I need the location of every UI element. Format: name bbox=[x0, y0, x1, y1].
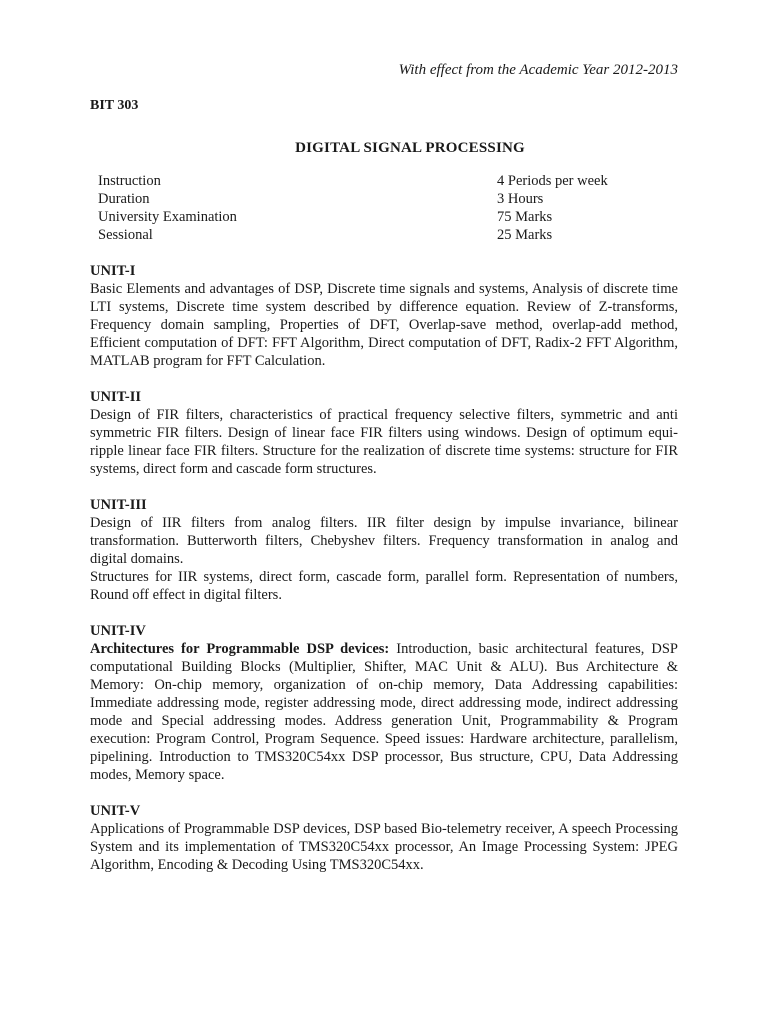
unit-title: UNIT-IV bbox=[90, 623, 146, 639]
details-label: Instruction bbox=[98, 173, 161, 189]
details-row bbox=[98, 208, 658, 226]
unit-title: UNIT-I bbox=[90, 263, 136, 279]
details-value: 75 Marks bbox=[497, 209, 553, 225]
unit-text: Introduction, basic architectural features, DSP computational Building Blocks (Multiplier, Shifter, MAC Unit & ALU). Bus Architecture & Memory: On-chip memory, organization of on-chip memory, Data Addressing capabilities: Immediate addressing mode, register addressing mode, direct addressing mode, indirect addressing mode and Special addressing modes. Address generation Unit, Programmability & Program execution: Program Control, Program Sequence. Speed issues: Hardware architecture, parallelism, pipelining. Introduction to TMS320C54xx DSP processor, Bus structure, CPU, Data Addressing modes, Memory space. bbox=[90, 641, 678, 783]
unit-4 bbox=[90, 622, 678, 784]
unit-text: Basic Elements and advantages of DSP, Discrete time signals and systems, Analysis of discrete time LTI systems, Discrete time system described by difference equation. Review of Z-transforms, Frequency domain sampling, Properties of DFT, Overlap-save method, overlap-add method, Efficient computation of DFT: FFT Algorithm, Direct computation of DFT, Radix-2 FFT Algorithm, MATLAB program for FFT Calculation. bbox=[90, 281, 678, 369]
details-value: 25 Marks bbox=[497, 227, 553, 243]
unit-5 bbox=[90, 802, 678, 874]
unit-title: UNIT-V bbox=[90, 803, 141, 819]
unit-paragraph bbox=[90, 820, 678, 874]
details-row bbox=[98, 226, 658, 244]
details-value: 3 Hours bbox=[497, 191, 544, 207]
course-details bbox=[98, 172, 658, 244]
details-row bbox=[98, 172, 658, 190]
unit-3 bbox=[90, 496, 678, 604]
unit-paragraph bbox=[90, 640, 678, 784]
details-label: Sessional bbox=[98, 227, 153, 243]
details-row bbox=[98, 190, 658, 208]
details-label: Duration bbox=[98, 191, 150, 207]
unit-2 bbox=[90, 388, 678, 478]
unit-paragraph bbox=[90, 280, 678, 370]
unit-text: Structures for IIR systems, direct form, cascade form, parallel form. Representation of numbers, Round off effect in digital filters. bbox=[90, 569, 678, 603]
unit-1 bbox=[90, 262, 678, 370]
effect-year-line: With effect from the Academic Year 2012-2013 bbox=[398, 62, 678, 78]
unit-paragraph bbox=[90, 406, 678, 478]
details-label: University Examination bbox=[98, 209, 237, 225]
unit-paragraph bbox=[90, 568, 678, 604]
unit-text: Design of IIR filters from analog filters. IIR filter design by impulse invariance, bilinear transformation. Butterworth filters, Chebyshev filters. Frequency transformation in analog and digital domains. bbox=[90, 515, 678, 567]
unit-text: Design of FIR filters, characteristics of practical frequency selective filters, symmetric and anti symmetric FIR filters. Design of linear face FIR filters using windows. Design of optimum equi-ripple linear face FIR filters. Structure for the realization of discrete time systems: structure for FIR systems, direct form and cascade form structures. bbox=[90, 407, 678, 477]
units-section bbox=[90, 262, 678, 892]
unit-lead: Architectures for Programmable DSP devices: bbox=[90, 641, 390, 657]
unit-title: UNIT-II bbox=[90, 389, 142, 405]
unit-title: UNIT-III bbox=[90, 497, 147, 513]
details-value: 4 Periods per week bbox=[497, 173, 608, 189]
course-title: DIGITAL SIGNAL PROCESSING bbox=[295, 140, 525, 156]
unit-paragraph bbox=[90, 514, 678, 568]
course-code: BIT 303 bbox=[90, 98, 139, 113]
unit-text: Applications of Programmable DSP devices, DSP based Bio-telemetry receiver, A speech Processing System and its implementation of TMS320C54xx processor, An Image Processing System: JPEG Algorithm, Encoding & Decoding Using TMS320C54xx. bbox=[90, 821, 678, 873]
